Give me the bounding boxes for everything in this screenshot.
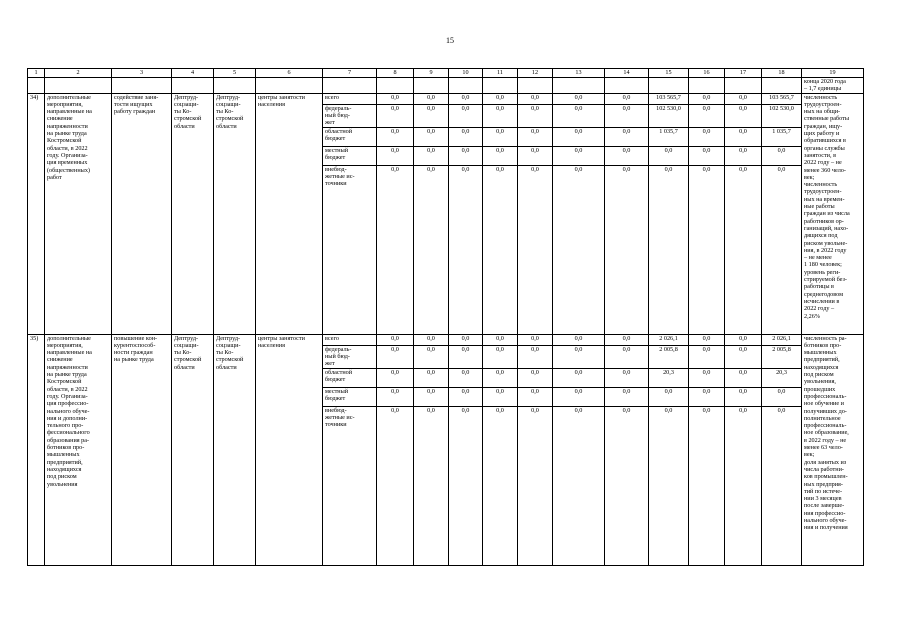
funding-value: 0,0 [725, 93, 762, 104]
funding-value: 0,0 [414, 93, 449, 104]
column-number: 2 [45, 69, 112, 78]
empty-cell [45, 78, 112, 94]
header-row [28, 69, 864, 78]
co-executor: Дептруд- соцзащи- ты Ко- стромской области [214, 334, 256, 565]
funding-value: 0,0 [377, 406, 414, 565]
funding-source: областной бюджет [323, 127, 377, 146]
funding-value: 103 565,7 [649, 93, 689, 104]
funding-value: 0,0 [518, 368, 553, 387]
funding-value: 0,0 [414, 345, 449, 368]
funding-value: 0,0 [518, 165, 553, 334]
funding-value: 0,0 [518, 334, 553, 345]
funding-value: 0,0 [605, 345, 649, 368]
funding-value: 20,3 [649, 368, 689, 387]
funding-value: 103 565,7 [762, 93, 802, 104]
funding-value: 0,0 [449, 146, 483, 165]
empty-cell [725, 78, 762, 94]
funding-value: 0,0 [518, 93, 553, 104]
funding-value: 0,0 [518, 387, 553, 406]
funding-value: 0,0 [689, 127, 725, 146]
funding-value: 0,0 [449, 387, 483, 406]
funding-value: 0,0 [414, 165, 449, 334]
responsible-executor: Дептруд- соцзащи- ты Ко- стромской области [172, 93, 214, 334]
empty-cell [323, 78, 377, 94]
row-number: 34) [28, 93, 45, 334]
column-number: 12 [518, 69, 553, 78]
funding-value: 0,0 [483, 368, 518, 387]
column-number: 18 [762, 69, 802, 78]
funding-value: 0,0 [605, 165, 649, 334]
funding-value: 0,0 [689, 368, 725, 387]
funding-value: 0,0 [553, 345, 605, 368]
funding-value: 0,0 [605, 387, 649, 406]
activity-goal: повышение кон- курентоспособ- ности граждан на рынке труда [112, 334, 172, 565]
funding-value: 0,0 [449, 368, 483, 387]
funding-value: 0,0 [449, 334, 483, 345]
funding-value: 0,0 [414, 127, 449, 146]
empty-cell [483, 78, 518, 94]
funding-source: внебюд- жетные ис- точники [323, 165, 377, 334]
funding-value: 0,0 [518, 127, 553, 146]
funding-value: 0,0 [725, 146, 762, 165]
funding-value: 0,0 [414, 104, 449, 127]
funding-value: 0,0 [483, 93, 518, 104]
column-number: 16 [689, 69, 725, 78]
funding-value: 0,0 [725, 368, 762, 387]
funding-value: 0,0 [483, 387, 518, 406]
funding-source: местный бюджет [323, 387, 377, 406]
column-number: 14 [605, 69, 649, 78]
result-indicators: численность ра- ботников про- мышленных предприятий, находящихся под риском увольнения, прошедших профессиональ- ное обучение и получивших до- полнительное профессиональ- ное образование, в 2022 году – не менее 63 чело- век; доля занятых из числа работни- ков промышлен- ных предприя- тий по истече- нии 3 месяцев после заверше- ния профессио- нального обуче- ния и получения [802, 334, 864, 565]
table-body [28, 69, 864, 566]
empty-cell [689, 78, 725, 94]
funding-value: 0,0 [725, 345, 762, 368]
empty-cell [256, 78, 323, 94]
funding-value: 0,0 [553, 93, 605, 104]
result-indicators: численность трудоустроен- ных на общи- ственные работы граждан, ищу- щих работу и обратившихся в органы службы занятости, в 2022 году – не менее 360 чело- век; численность трудоустроен- ных на времен- ные работы граждан из числа работников ор- ганизаций, нахо- дящихся под риском увольне- ния, в 2022 году – не менее 1 180 человек; уровень реги- стрируемой без- работицы в среднегодовом исчислении в 2022 году – 2,26% [802, 93, 864, 334]
funding-value: 0,0 [649, 146, 689, 165]
funding-source: областной бюджет [323, 368, 377, 387]
carryover-row [28, 78, 864, 94]
funding-value: 0,0 [553, 334, 605, 345]
funding-value: 0,0 [483, 127, 518, 146]
funding-value: 0,0 [377, 387, 414, 406]
funding-source: федераль- ный бюд- жет [323, 104, 377, 127]
funding-value: 1 035,7 [762, 127, 802, 146]
funding-value: 2 026,1 [649, 334, 689, 345]
funding-value: 0,0 [553, 146, 605, 165]
funding-value: 1 035,7 [649, 127, 689, 146]
funding-value: 0,0 [449, 165, 483, 334]
column-number: 4 [172, 69, 214, 78]
funding-value: 0,0 [414, 334, 449, 345]
funding-value: 0,0 [725, 334, 762, 345]
funding-value: 0,0 [762, 146, 802, 165]
column-number: 15 [649, 69, 689, 78]
funding-value: 0,0 [377, 345, 414, 368]
funding-value: 20,3 [762, 368, 802, 387]
column-number: 10 [449, 69, 483, 78]
column-number: 9 [414, 69, 449, 78]
program-table [27, 68, 864, 566]
funding-value: 0,0 [483, 345, 518, 368]
funding-value: 0,0 [689, 165, 725, 334]
co-executor: Дептруд- соцзащи- ты Ко- стромской области [214, 93, 256, 334]
funding-value: 0,0 [518, 104, 553, 127]
funding-value: 0,0 [377, 165, 414, 334]
funding-source: всего [323, 93, 377, 104]
funding-value: 0,0 [377, 93, 414, 104]
funding-value: 0,0 [377, 104, 414, 127]
funding-value: 0,0 [449, 93, 483, 104]
funding-source: местный бюджет [323, 146, 377, 165]
funding-value: 0,0 [377, 368, 414, 387]
empty-cell [449, 78, 483, 94]
participants: центры занятости населения [256, 93, 323, 334]
funding-value: 0,0 [605, 127, 649, 146]
funding-value: 0,0 [518, 345, 553, 368]
activity-name: дополнительные мероприятия, направленные на снижение напряженности на рынке труда Костромской области, в 2022 году. Организа- ция профессио- нального обуче- ния и дополни- тельного про- фессионального образования ра- ботников про- мышленных предприятий, находящихся под риском увольнения [45, 334, 112, 565]
empty-cell [414, 78, 449, 94]
funding-value: 0,0 [605, 406, 649, 565]
row-number: 35) [28, 334, 45, 565]
funding-value: 0,0 [483, 165, 518, 334]
table-row [28, 334, 864, 345]
funding-value: 2 005,8 [762, 345, 802, 368]
empty-cell [649, 78, 689, 94]
funding-value: 2 026,1 [762, 334, 802, 345]
table-row [28, 93, 864, 104]
funding-value: 0,0 [553, 368, 605, 387]
activity-name: дополнительные мероприятия, направленные на снижение напряженности на рынке труда Костромской области, в 2022 году. Организа- ция временных (общественных) работ [45, 93, 112, 334]
funding-value: 0,0 [553, 127, 605, 146]
funding-value: 0,0 [725, 127, 762, 146]
empty-cell [112, 78, 172, 94]
funding-value: 0,0 [414, 368, 449, 387]
funding-value: 0,0 [762, 406, 802, 565]
column-number: 19 [802, 69, 864, 78]
funding-value: 0,0 [605, 104, 649, 127]
funding-value: 0,0 [414, 146, 449, 165]
column-number: 8 [377, 69, 414, 78]
empty-cell [214, 78, 256, 94]
funding-value: 0,0 [553, 165, 605, 334]
funding-value: 0,0 [483, 146, 518, 165]
empty-cell [605, 78, 649, 94]
funding-source: федераль- ный бюд- жет [323, 345, 377, 368]
funding-value: 0,0 [649, 165, 689, 334]
empty-cell [377, 78, 414, 94]
funding-value: 0,0 [649, 387, 689, 406]
empty-cell [553, 78, 605, 94]
funding-value: 0,0 [762, 165, 802, 334]
funding-value: 0,0 [449, 127, 483, 146]
funding-value: 0,0 [483, 406, 518, 565]
funding-value: 0,0 [414, 406, 449, 565]
funding-value: 0,0 [725, 165, 762, 334]
funding-value: 0,0 [689, 334, 725, 345]
activity-goal: содействие заня- тости ищущих работу граждан [112, 93, 172, 334]
column-number: 7 [323, 69, 377, 78]
funding-value: 0,0 [449, 104, 483, 127]
funding-value: 0,0 [449, 406, 483, 565]
funding-value: 0,0 [762, 387, 802, 406]
funding-value: 0,0 [725, 104, 762, 127]
column-number: 3 [112, 69, 172, 78]
funding-value: 0,0 [553, 104, 605, 127]
column-number: 11 [483, 69, 518, 78]
funding-value: 0,0 [483, 104, 518, 127]
responsible-executor: Дептруд- соцзащи- ты Ко- стромской области [172, 334, 214, 565]
funding-value: 0,0 [725, 406, 762, 565]
participants: центры занятости населения [256, 334, 323, 565]
funding-value: 0,0 [605, 368, 649, 387]
column-number: 1 [28, 69, 45, 78]
funding-value: 0,0 [377, 127, 414, 146]
funding-value: 2 005,8 [649, 345, 689, 368]
funding-value: 0,0 [553, 387, 605, 406]
column-number: 17 [725, 69, 762, 78]
funding-value: 0,0 [553, 406, 605, 565]
funding-value: 0,0 [689, 345, 725, 368]
empty-cell [518, 78, 553, 94]
column-number: 5 [214, 69, 256, 78]
funding-value: 0,0 [377, 334, 414, 345]
funding-value: 0,0 [483, 334, 518, 345]
funding-value: 0,0 [605, 146, 649, 165]
funding-source: внебюд- жетные ис- точники [323, 406, 377, 565]
empty-cell [28, 78, 45, 94]
funding-value: 0,0 [518, 146, 553, 165]
column-number: 13 [553, 69, 605, 78]
funding-value: 0,0 [449, 345, 483, 368]
indicator-carryover: конца 2020 года – 1,7 единицы [802, 78, 864, 94]
funding-value: 0,0 [605, 93, 649, 104]
funding-value: 0,0 [725, 387, 762, 406]
funding-source: всего [323, 334, 377, 345]
empty-cell [172, 78, 214, 94]
funding-value: 0,0 [689, 387, 725, 406]
funding-value: 0,0 [414, 387, 449, 406]
funding-value: 0,0 [649, 406, 689, 565]
column-number: 6 [256, 69, 323, 78]
funding-value: 0,0 [689, 93, 725, 104]
funding-value: 0,0 [689, 104, 725, 127]
funding-value: 0,0 [605, 334, 649, 345]
page-number: 15 [446, 36, 454, 45]
funding-value: 0,0 [377, 146, 414, 165]
empty-cell [762, 78, 802, 94]
funding-value: 102 530,0 [649, 104, 689, 127]
funding-value: 102 530,0 [762, 104, 802, 127]
funding-value: 0,0 [689, 146, 725, 165]
funding-value: 0,0 [518, 406, 553, 565]
funding-value: 0,0 [689, 406, 725, 565]
